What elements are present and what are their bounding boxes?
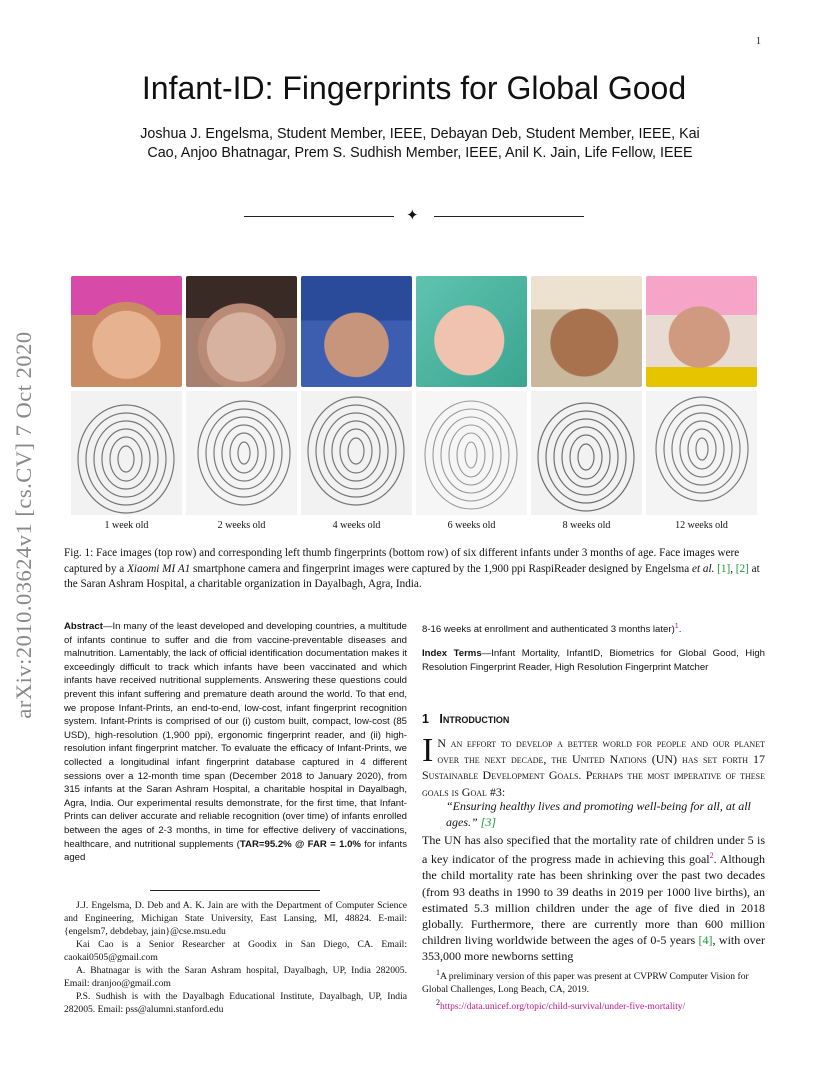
infant-face-image — [71, 276, 182, 387]
age-label: 2 weeks old — [217, 520, 266, 531]
footnote-rule — [150, 890, 320, 891]
paper-title: Infant-ID: Fingerprints for Global Good — [141, 70, 687, 106]
drop-cap: I — [422, 732, 434, 769]
abstract: Abstract—In many of the least developed and developing countries, a multitude of infants continue to suffer and die from vaccine-preventable diseases and malnutrition. Lamentably, the lack of official identification documentation makes it exceedingly difficult to track which infants have been vaccinated and which infants have received nutritional supplements. Answering these questions could prevent this infant suffering and premature death around the world. To that end, we propose Infant-Prints, an end-to-end, low-cost, infant fingerprint recognition system. Infant-Prints is comprised of our (i) custom built, compact, low-cost (85 USD), high-resolution (1,900 ppi), ergonomic fingerprint reader, and (ii) high-resolution infant fingerprint matcher. To evaluate the efficacy of Infant-Prints, we collected a longitudinal infant fingerprint database captured in 4 different sessions over a 12-month time span (December 2018 to January 2020), from 315 infants at the Saran Ashram Hospital, a charitable hospital in Dayalbagh, Agra, India. Our experimental results demonstrate, for the first time, that Infant-Prints can deliver accurate and reliable recognition (over time) of infants enrolled between the ages of 2-3 months, in time for effective delivery of vaccinations, healthcare, and nutritional supplements (TAR=95.2% @ FAR = 1.0% for infants aged — [64, 621, 408, 864]
author-list: Joshua J. Engelsma, Student Member, IEEE, Debayan Deb, Student Member, IEEE, Kai Cao, Anjoo Bhatnagar, Prem S. Sudhish Member, IEEE, Anil K. Jain, Life Fellow, IEEE — [140, 126, 700, 161]
citation-link[interactable]: [3] — [480, 815, 497, 830]
figure-caption: Fig. 1: Face images (top row) and corresponding left thumb fingerprints (bottom row) of six different infants under 3 months of age. Face images were captured by a Xiaomi MI A1 smartphone camera and fingerprint images were captured by the 1,900 ppi RaspiReader designed by Engelsma et al. [1], [2] at the Saran Ashram Hospital, a charitable organization in Dayalbagh, Agra, India. — [64, 547, 760, 590]
fingerprint-image — [646, 391, 757, 515]
infant-face-image — [646, 276, 757, 387]
divider-star-icon: ✦ — [406, 208, 419, 224]
author-footnotes — [64, 899, 407, 1016]
footnote: J.J. Engelsma, D. Deb and A. K. Jain are with the Department of Computer Science and Engineering, Michigan State University, East Lansing, MI, 48824. E-mail: {engelsm7, debdebay, jain}@cse.msu.edu — [64, 900, 407, 937]
fingerprint-image — [71, 391, 182, 515]
goal-quote: “Ensuring healthy lives and promoting well-being for all, at all ages.” [3] — [446, 799, 751, 830]
citation-link[interactable]: [2] — [735, 562, 749, 575]
age-label: 4 weeks old — [332, 520, 381, 531]
index-terms: Index Terms—Infant Mortality, InfantID, Biometrics for Global Good, High Resolution Fingerprint Reader, High Resolution Fingerprint Matcher — [422, 648, 765, 673]
footnote-link[interactable]: 2 — [709, 851, 714, 861]
age-label: 6 weeks old — [447, 520, 496, 531]
page-number: 1 — [756, 36, 761, 47]
footnote-link[interactable]: 1 — [674, 623, 679, 630]
citation-link[interactable]: [4] — [698, 933, 713, 948]
section-heading: 1 Introduction — [422, 712, 510, 726]
footnote: P.S. Sudhish is with the Dayalbagh Educational Institute, Dayalbagh, UP, India 282005. Email: pss@alumni.stanford.edu — [64, 991, 407, 1015]
infant-face-image — [301, 276, 412, 387]
intro-paragraph-2: The UN has also specified that the mortality rate of children under 5 is a key indicator of the progress made in achieving this goal$^2$. Although the child mortality rate has been shrinking over the past two decades (from 93 deaths in 1990 to 39 deaths in 2019 per 1000 live births), an estimated 5.3 million children under the age of five died in 2018 globally. Furthermore, there are currently more than 600 million children living worldwide between the ages of 0-5 years [4], with over 353,000 more newborns setting — [422, 833, 765, 964]
page-footnotes: $^1$A preliminary version of this paper was present at CVPRW Computer Vision for Global Challenges, Long Beach, CA, 2019. $^2$https://data.unicef.org/topic/child-survival/under-five-mortality/ — [422, 968, 749, 1013]
arxiv-stamp-text: arXiv:2010.03624v1 [cs.CV] 7 Oct 2020 — [11, 331, 36, 719]
title-divider — [244, 208, 584, 224]
arxiv-stamp — [4, 292, 44, 762]
fingerprint-image — [186, 391, 297, 515]
intro-paragraph: I N an effort to develop a better world for people and our planet over the next decade, the United Nations (UN) has set forth 17 Sustainable Development Goals. Perhaps the most imperative of these goals is Goal #3: — [422, 732, 765, 799]
citation-link[interactable]: [1] — [717, 562, 731, 575]
fingerprint-image — [416, 391, 527, 515]
fingerprint-image — [531, 391, 642, 515]
footnote: A. Bhatnagar is with the Saran Ashram hospital, Dayalbagh, UP, India 282005. Email: dranjoo@gmail.com — [64, 965, 407, 989]
infant-face-image — [186, 276, 297, 387]
footnote: Kai Cao is a Senior Researcher at Goodix in San Diego, CA. Email: caokai0505@gmail.com — [64, 939, 407, 963]
fingerprint-image — [301, 391, 412, 515]
unicef-url-link[interactable]: https://data.unicef.org/topic/child-survival/under-five-mortality/ — [440, 1001, 686, 1013]
age-label: 8 weeks old — [562, 520, 611, 531]
age-label: 12 weeks old — [675, 520, 728, 531]
infant-face-image — [531, 276, 642, 387]
abstract-continued: 8-16 weeks at enrollment and authenticated 3 months later)$^1$. — [422, 623, 682, 636]
age-label: 1 week old — [104, 520, 149, 531]
infant-face-image — [416, 276, 527, 387]
